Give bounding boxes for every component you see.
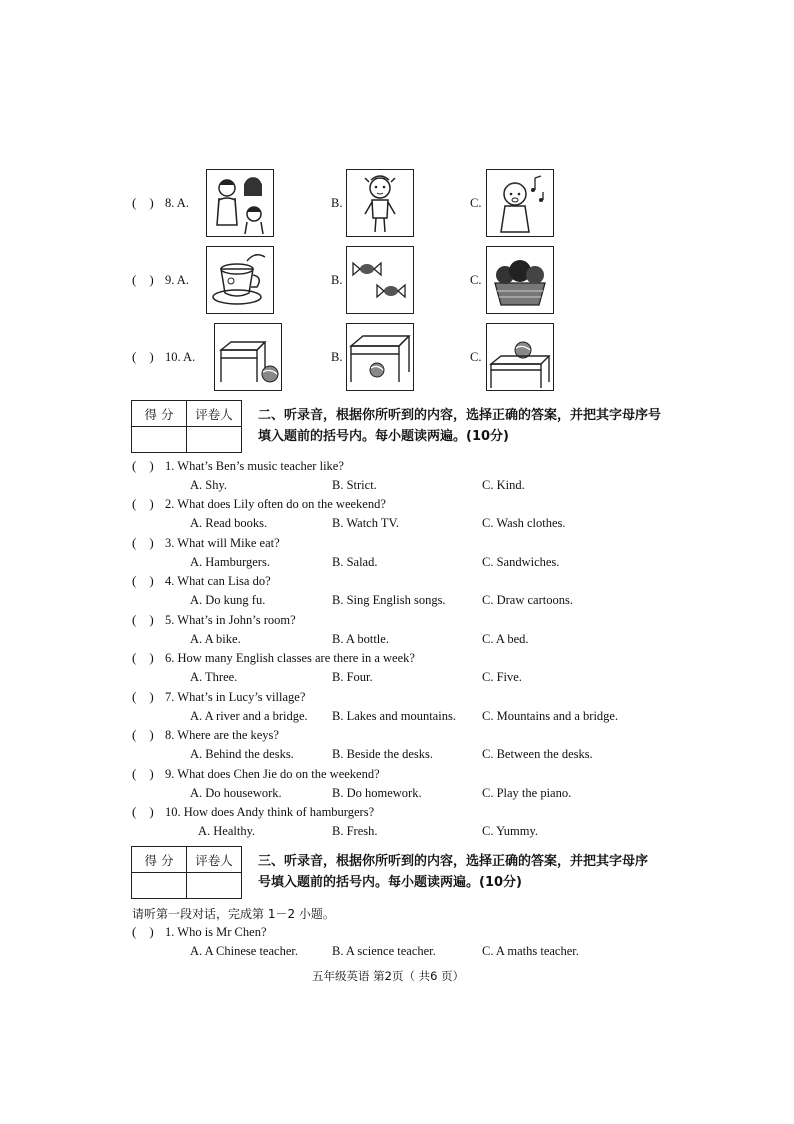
option-c: C. Play the piano. [482, 786, 572, 800]
option-a: A. Hamburgers. [190, 555, 270, 569]
option-b: B. Do homework. [332, 786, 422, 800]
section-2-title-line-1: 二、听录音，根据你所听到的内容，选择正确的答案，并把其字母序号 [258, 408, 662, 423]
option-c: C. Between the desks. [482, 747, 593, 761]
question-text: 2. What does Lily often do on the weekend? [165, 497, 386, 511]
section-3-title-line-1: 三、听录音，根据你所听到的内容，选择正确的答案，并把其字母序 [258, 854, 649, 869]
answer-paren[interactable]: ( ) [132, 766, 154, 781]
option-a: A. Behind the desks. [190, 747, 294, 761]
option-label-b: B. [331, 350, 343, 364]
answer-paren: ( ) [132, 349, 154, 364]
option-label-b: B. [331, 273, 343, 287]
dialogue-instruction: 请听第一段对话，完成第 1－2 小题。 [132, 907, 335, 921]
answer-paren[interactable]: ( ) [132, 650, 154, 665]
singing-girl-icon [486, 169, 554, 237]
question-text: 3. What will Mike eat? [165, 536, 280, 550]
option-b: B. Salad. [332, 555, 378, 569]
section-2-title-line-2: 填入题前的括号内。每小题读两遍。(10分) [258, 429, 509, 444]
option-c: C. A maths teacher. [482, 944, 579, 958]
answer-paren[interactable]: ( ) [132, 924, 154, 939]
option-a: A. Do housework. [190, 786, 282, 800]
option-c: C. Sandwiches. [482, 555, 560, 569]
answer-paren[interactable]: ( ) [132, 496, 154, 511]
grader-label: 评卷人 [187, 401, 242, 427]
score-label: 得 分 [132, 847, 187, 873]
question-text: 7. What’s in Lucy’s village? [165, 690, 306, 704]
grader-label: 评卷人 [187, 847, 242, 873]
option-b: B. A bottle. [332, 632, 389, 646]
answer-paren: ( ) [132, 272, 154, 287]
section-3-title [258, 851, 648, 893]
option-b: B. A science teacher. [332, 944, 436, 958]
ball-beside-desk-icon [214, 323, 282, 391]
option-a: A. Do kung fu. [190, 593, 266, 607]
option-b: B. Sing English songs. [332, 593, 446, 607]
option-b: B. Fresh. [332, 824, 378, 838]
grader-cell[interactable] [187, 873, 242, 899]
score-box [131, 400, 242, 453]
ball-on-desk-icon [486, 323, 554, 391]
teacher-student-icon [206, 169, 274, 237]
answer-paren[interactable]: ( ) [132, 535, 154, 550]
option-b: B. Watch TV. [332, 516, 400, 530]
vegetable-basket-icon [486, 246, 554, 314]
option-a: A. Read books. [190, 516, 268, 530]
option-c: C. A bed. [482, 632, 529, 646]
question-number: 10. A. [165, 350, 196, 364]
question-text: 4. What can Lisa do? [165, 574, 271, 588]
grader-cell[interactable] [187, 427, 242, 453]
option-c: C. Draw cartoons. [482, 593, 573, 607]
question-text: 5. What’s in John’s room? [165, 613, 296, 627]
option-b: B. Lakes and mountains. [332, 709, 456, 723]
question-number: 9. A. [165, 273, 189, 287]
answer-paren[interactable]: ( ) [132, 727, 154, 742]
option-b: B. Four. [332, 670, 373, 684]
option-b: B. Strict. [332, 478, 377, 492]
answer-paren[interactable]: ( ) [132, 458, 154, 473]
section-2-title [258, 405, 661, 447]
answer-paren[interactable]: ( ) [132, 689, 154, 704]
option-c: C. Wash clothes. [482, 516, 566, 530]
option-a: A. A bike. [190, 632, 241, 646]
score-cell[interactable] [132, 427, 187, 453]
answer-paren[interactable]: ( ) [132, 804, 154, 819]
option-c: C. Mountains and a bridge. [482, 709, 619, 723]
option-label-c: C. [470, 273, 482, 287]
question-text: 6. How many English classes are there in a week? [165, 651, 415, 665]
option-label-c: C. [470, 196, 482, 210]
option-label-c: C. [470, 350, 482, 364]
answer-paren[interactable]: ( ) [132, 612, 154, 627]
score-cell[interactable] [132, 873, 187, 899]
option-a: A. A river and a bridge. [190, 709, 308, 723]
candy-icon [346, 246, 414, 314]
question-number: 8. A. [165, 196, 189, 210]
teacup-icon [206, 246, 274, 314]
ball-under-desk-icon [346, 323, 414, 391]
question-text: 10. How does Andy think of hamburgers? [165, 805, 375, 819]
question-text: 1. What’s Ben’s music teacher like? [165, 459, 344, 473]
option-a: A. A Chinese teacher. [190, 944, 298, 958]
question-text: 1. Who is Mr Chen? [165, 925, 267, 939]
option-label-b: B. [331, 196, 343, 210]
option-c: C. Yummy. [482, 824, 539, 838]
option-a: A. Three. [190, 670, 238, 684]
section-3-title-line-2: 号填入题前的括号内。每小题读两遍。(10分) [258, 875, 522, 890]
question-text: 8. Where are the keys? [165, 728, 279, 742]
option-a: A. Healthy. [198, 824, 256, 838]
option-a: A. Shy. [190, 478, 228, 492]
page-footer: 五年级英语 第2页（ 共6 页） [312, 969, 465, 983]
answer-paren: ( ) [132, 195, 154, 210]
option-c: C. Kind. [482, 478, 525, 492]
score-label: 得 分 [132, 401, 187, 427]
answer-paren[interactable]: ( ) [132, 573, 154, 588]
option-c: C. Five. [482, 670, 522, 684]
question-text: 9. What does Chen Jie do on the weekend? [165, 767, 380, 781]
girl-icon [346, 169, 414, 237]
option-b: B. Beside the desks. [332, 747, 434, 761]
score-box [131, 846, 242, 899]
